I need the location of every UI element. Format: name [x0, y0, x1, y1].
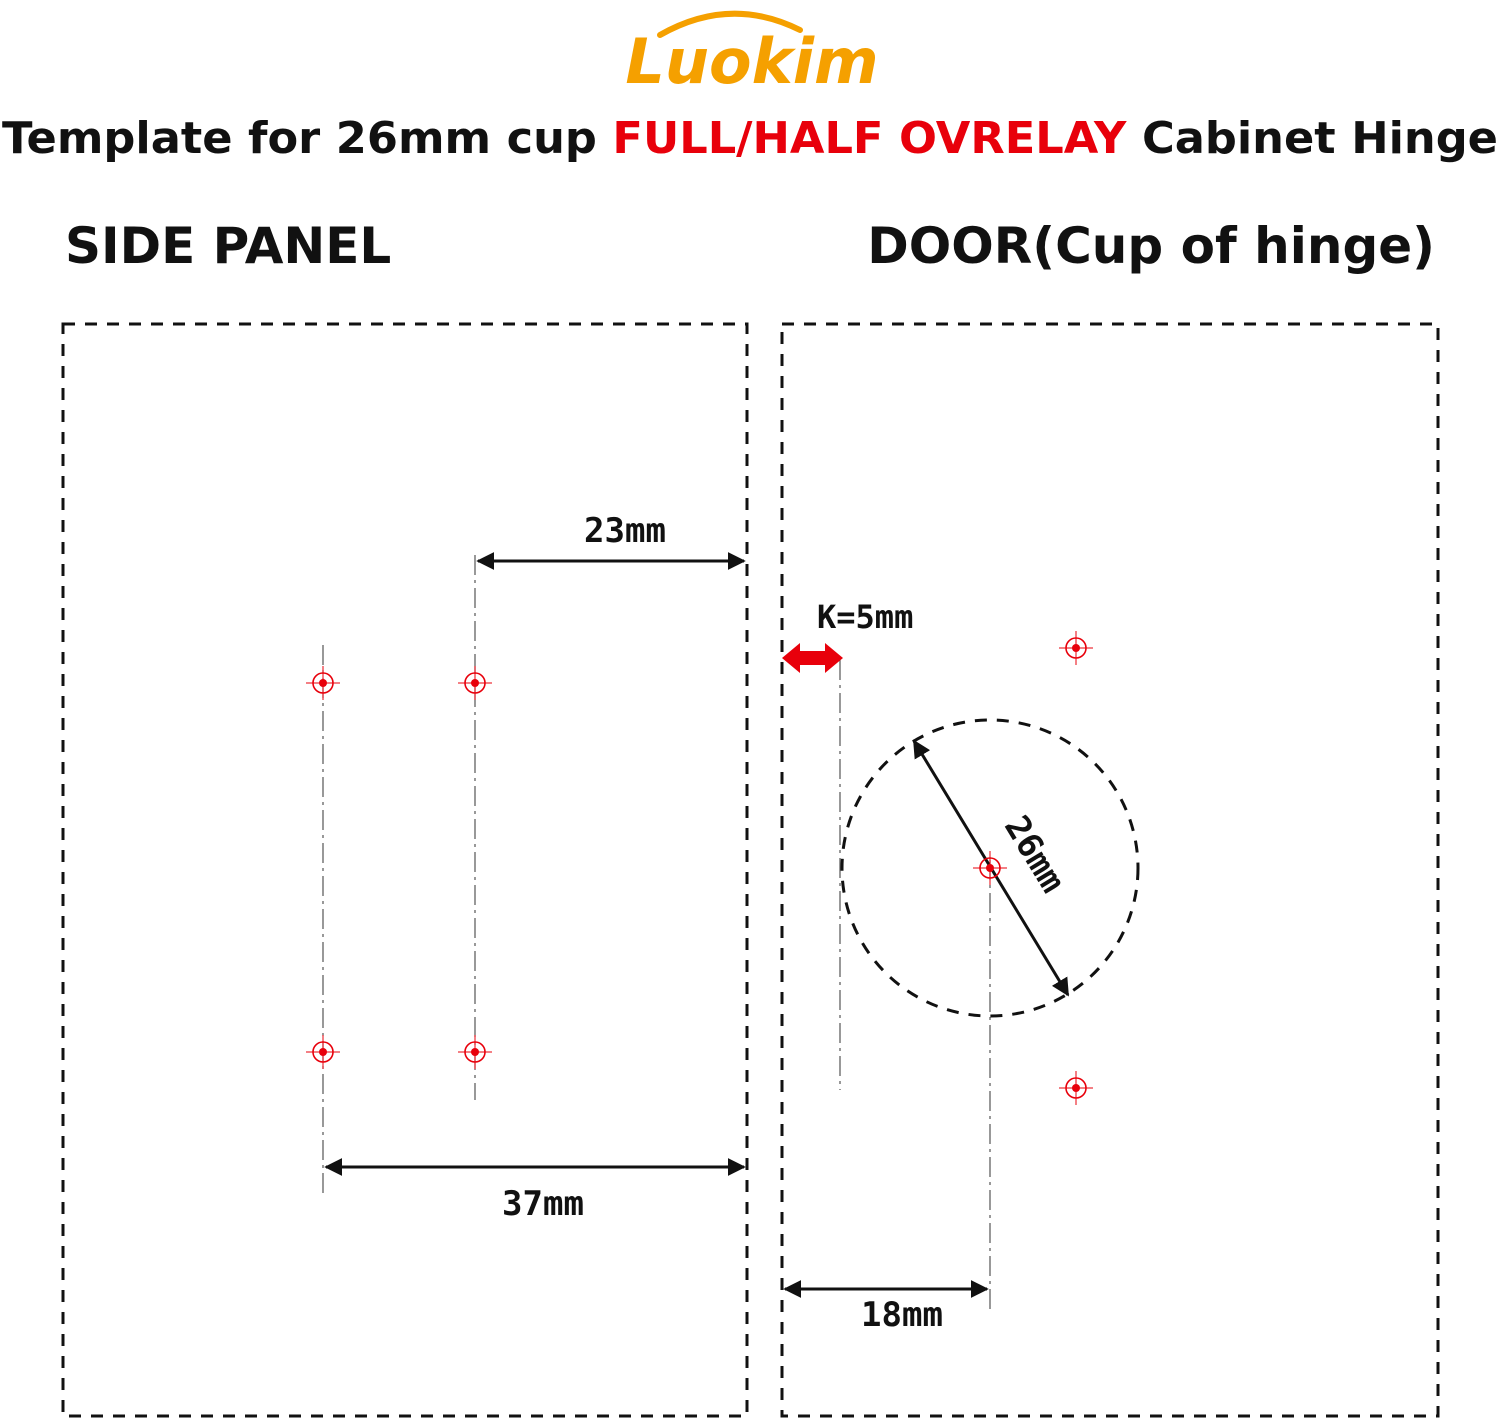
cup-center-marker — [973, 851, 1007, 885]
page-title — [2, 113, 1498, 164]
door-drill-marker-bottom — [1059, 1071, 1093, 1105]
side-drill-marker-top-right — [458, 666, 492, 700]
logo-text: Luokim — [625, 25, 879, 98]
door-title: DOOR(Cup of hinge) — [867, 217, 1435, 275]
door-panel-outline — [782, 324, 1438, 1416]
logo — [625, 14, 878, 98]
side-drill-marker-bottom-left — [306, 1035, 340, 1069]
dimension-label-37mm: 37mm — [502, 1184, 584, 1224]
title-part-2: Cabinet Hinge — [1126, 113, 1493, 164]
side-drill-marker-top-left — [306, 666, 340, 700]
dimension-label-26mm: 26mm — [996, 808, 1073, 900]
side-panel-title: SIDE PANEL — [65, 217, 392, 275]
dimension-label-23mm: 23mm — [584, 511, 666, 551]
side-panel-outline — [63, 324, 747, 1416]
drill-markers — [306, 631, 1093, 1105]
k-offset-arrow — [782, 643, 843, 673]
side-drill-marker-bottom-right — [458, 1035, 492, 1069]
door-drill-marker-top — [1059, 631, 1093, 665]
dimension-label-18mm: 18mm — [861, 1295, 943, 1335]
title-highlight: FULL/HALF OVRELAY — [612, 113, 1119, 164]
dimension-label-k: K=5mm — [817, 598, 914, 636]
title-part-1: Template for 26mm cup — [2, 113, 604, 164]
